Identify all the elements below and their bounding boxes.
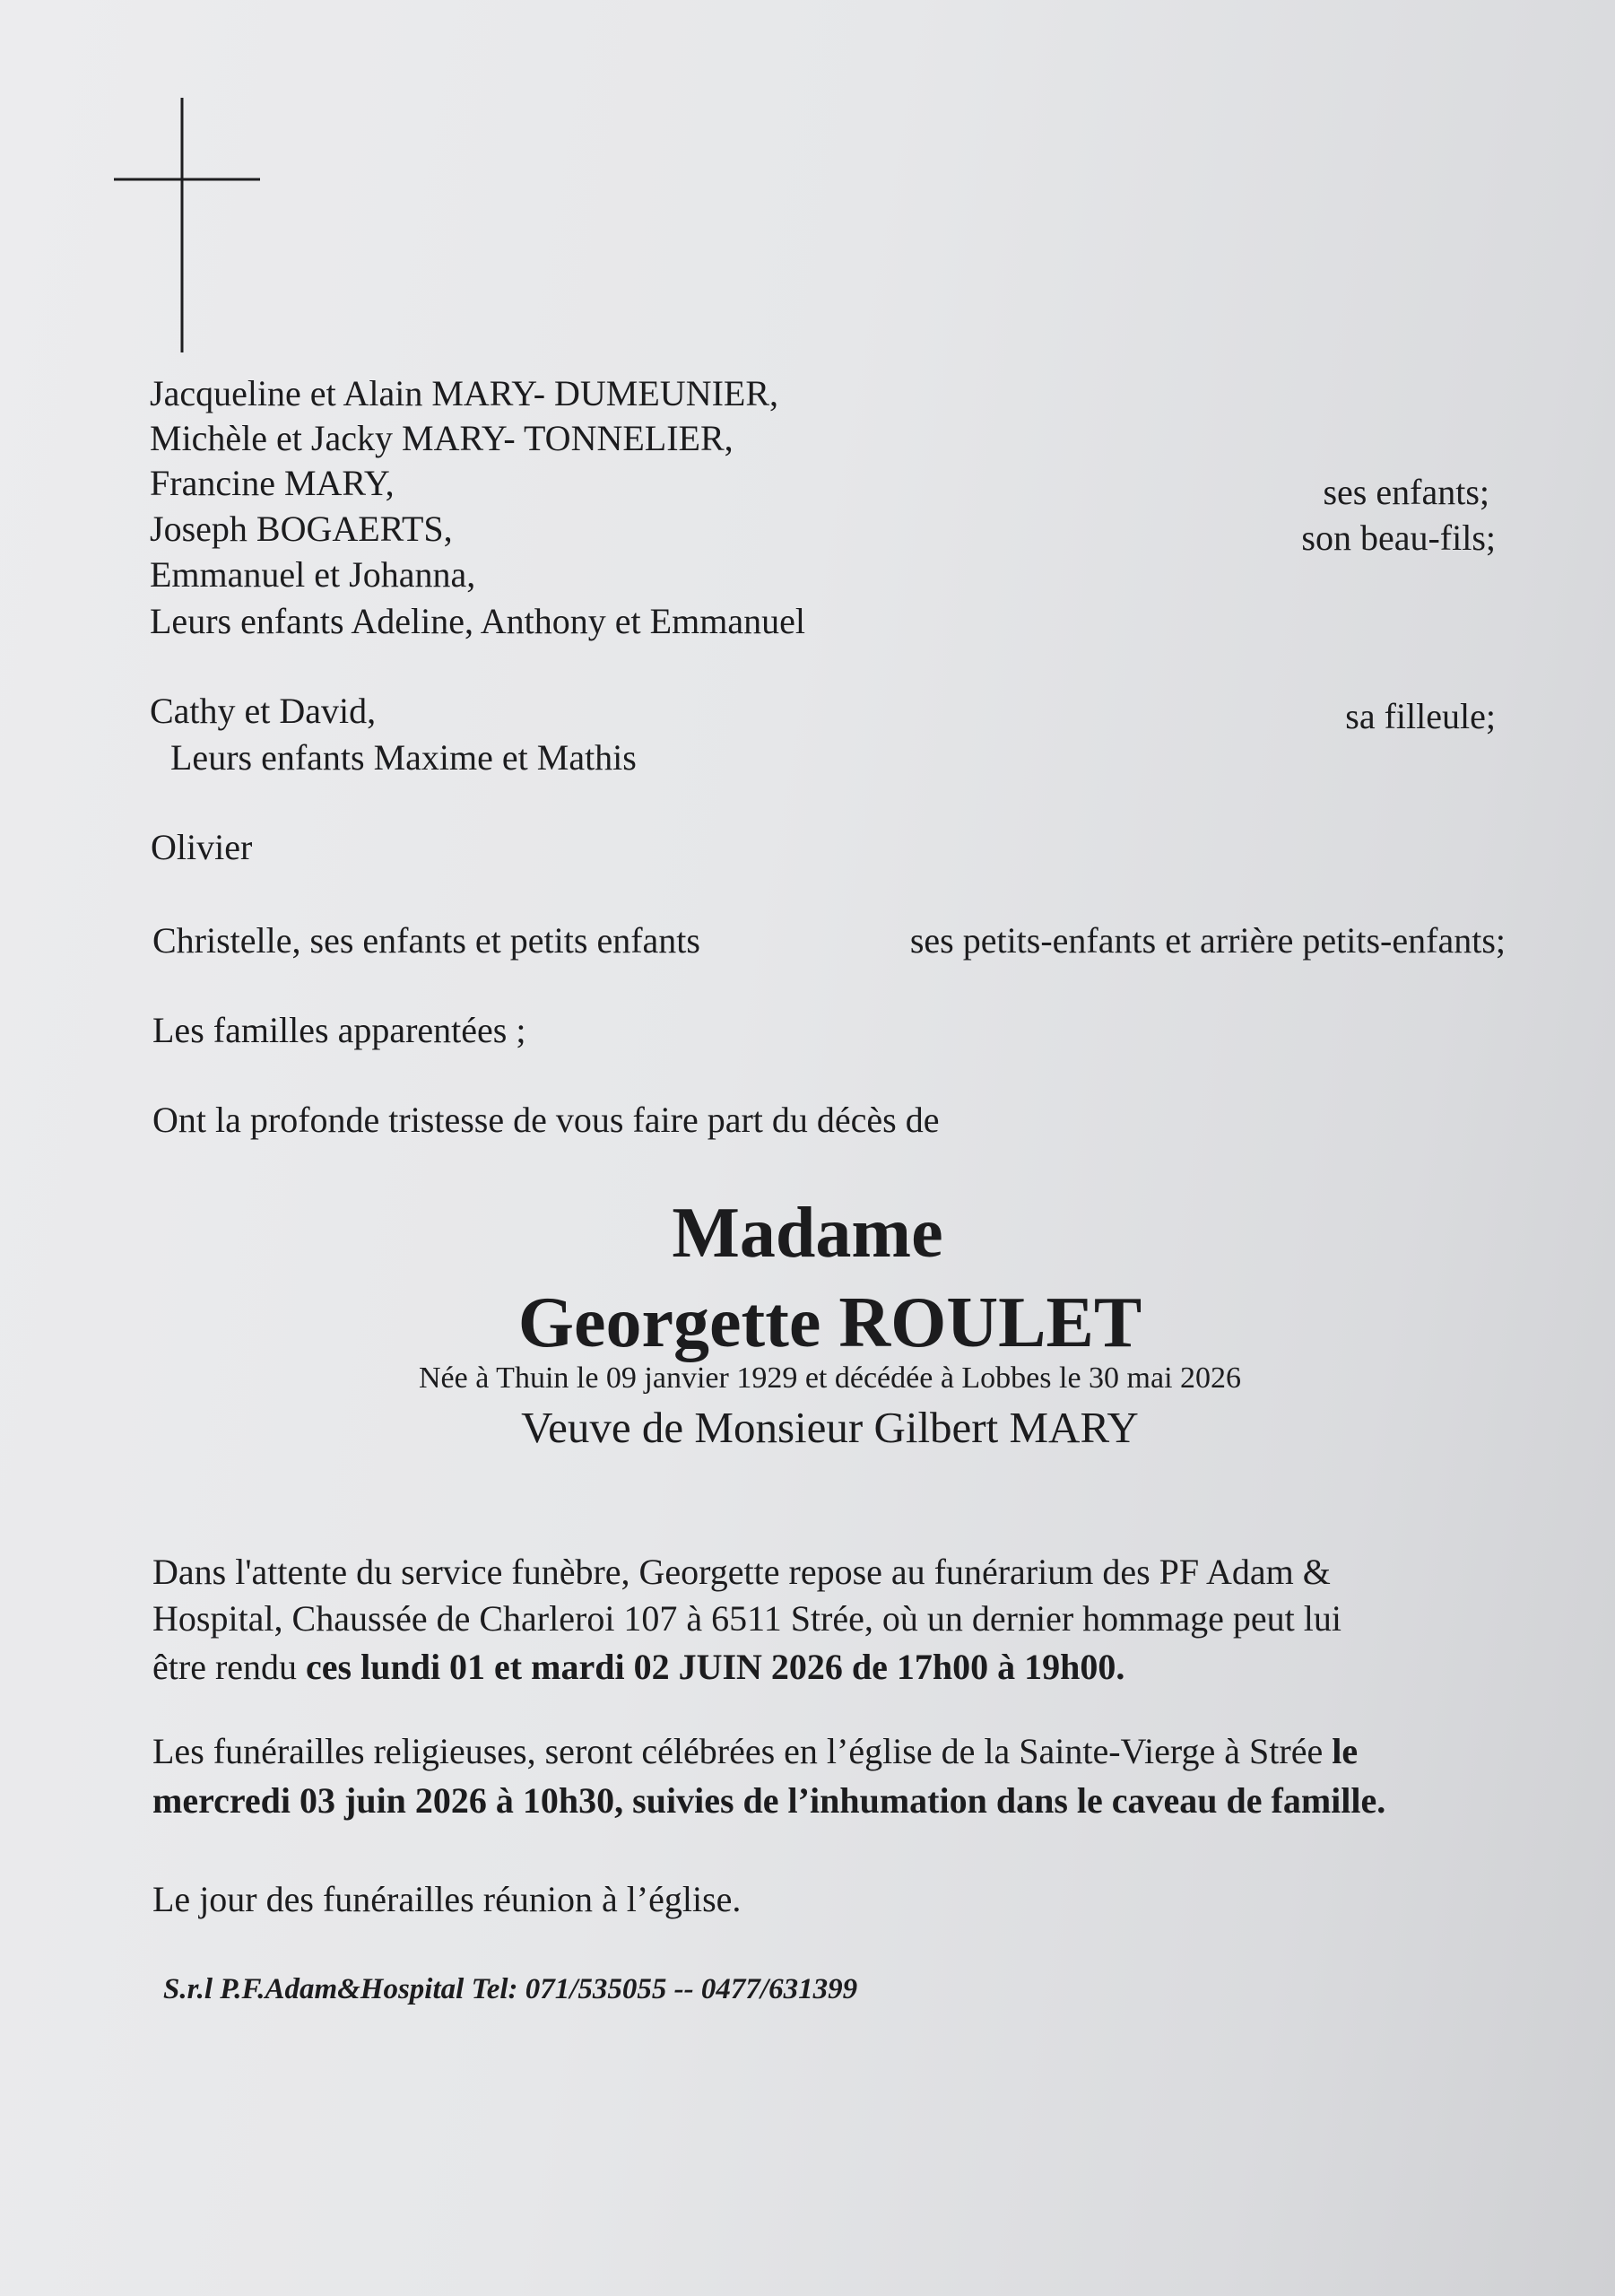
deceased-title: Madame <box>672 1194 943 1273</box>
visitation-line-1: Dans l'attente du service funèbre, Georgette repose au funérarium des PF Adam & <box>152 1552 1331 1592</box>
family-line-4: Joseph BOGAERTS, <box>150 509 453 549</box>
funeral-line-1-text: Les funérailles religieuses, seront célébrées en l’église de la Sainte-Vierge à Strée <box>152 1731 1333 1771</box>
family-line-5: Emmanuel et Johanna, <box>150 554 476 595</box>
family-line-3: Francine MARY, <box>150 463 395 503</box>
funeral-line-1 <box>152 1728 1358 1775</box>
christelle-line: Christelle, ses enfants et petits enfants <box>152 920 700 961</box>
goddaughter-line-2: Leurs enfants Maxime et Mathis <box>170 737 637 778</box>
deceased-widow: Veuve de Monsieur Gilbert MARY <box>521 1403 1139 1452</box>
relatives-line: Les familles apparentées ; <box>152 1010 526 1050</box>
meeting-line: Le jour des funérailles réunion à l’église. <box>152 1879 742 1919</box>
family-line-2: Michèle et Jacky MARY- TONNELIER, <box>150 418 734 458</box>
olivier-line: Olivier <box>151 827 253 867</box>
role-son-in-law: son beau-fils; <box>1301 517 1496 558</box>
role-goddaughter: sa filleule; <box>1345 696 1496 736</box>
announcement-line: Ont la profonde tristesse de vous faire part du décès de <box>152 1100 940 1140</box>
role-grandchildren: ses petits-enfants et arrière petits-enfants; <box>909 920 1506 961</box>
role-children: ses enfants; <box>1323 472 1489 512</box>
visitation-line-3 <box>152 1644 1124 1691</box>
funeral-line-1-bold: le <box>1332 1731 1359 1771</box>
family-line-6: Leurs enfants Adeline, Anthony et Emmanuel <box>150 601 805 641</box>
deceased-dates: Née à Thuin le 09 janvier 1929 et décédée à Lobbes le 30 mai 2026 <box>418 1361 1242 1395</box>
goddaughter-line-1: Cathy et David, <box>150 691 377 731</box>
visitation-schedule: ces lundi 01 et mardi 02 JUIN 2026 de 17h00 à 19h00. <box>306 1647 1125 1687</box>
funeral-line-2: mercredi 03 juin 2026 à 10h30, suivies de l’inhumation dans le caveau de famille. <box>152 1780 1386 1821</box>
cross-icon <box>112 94 265 354</box>
visitation-line-2: Hospital, Chaussée de Charleroi 107 à 6511 Strée, où un dernier hommage peut lui <box>152 1598 1341 1639</box>
deceased-name: Georgette ROULET <box>517 1283 1142 1362</box>
family-line-1: Jacqueline et Alain MARY- DUMEUNIER, <box>150 373 779 413</box>
visitation-line-3-text: être rendu <box>152 1647 307 1687</box>
footer-contact: S.r.l P.F.Adam&Hospital Tel: 071/535055 -- 0477/631399 <box>163 1973 858 2005</box>
